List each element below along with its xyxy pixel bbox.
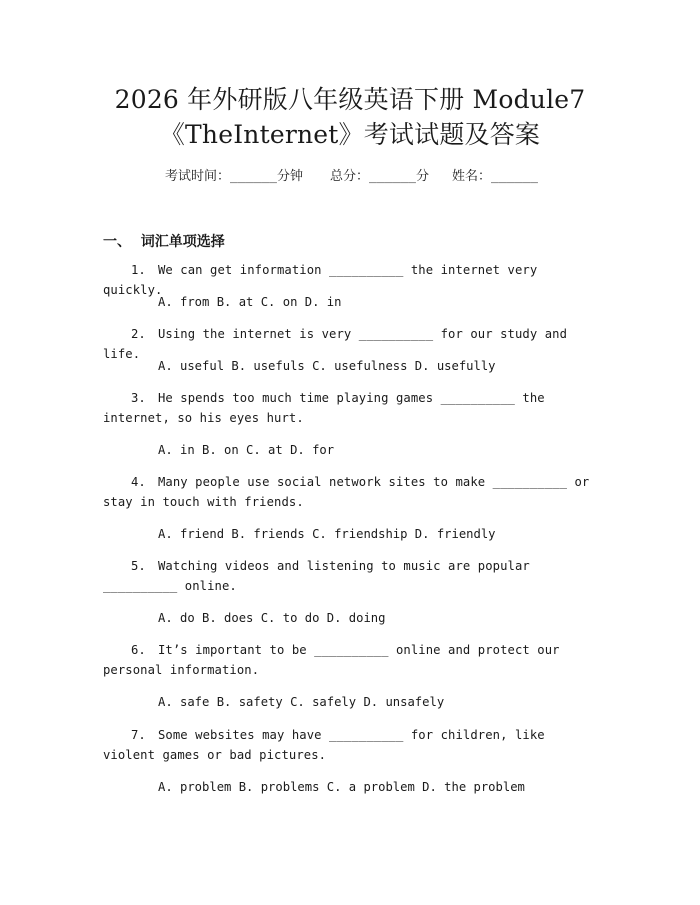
question-options: A. friend B. friends C. friendship D. friendly: [158, 527, 496, 541]
question-text: Many people use social network sites to make __________ or stay in touch with friends.: [103, 475, 590, 509]
question-number: 2.: [131, 327, 146, 341]
question-options: A. from B. at C. on D. in: [158, 295, 342, 309]
question-text: Watching videos and listening to music are popular __________ online.: [103, 559, 530, 593]
question-text: He spends too much time playing games __________ the internet, so his eyes hurt.: [103, 391, 545, 425]
question-text: We can get information __________ the internet very quickly.: [103, 263, 538, 297]
question-item: [103, 640, 598, 680]
question-number: 6.: [131, 643, 146, 657]
question-text: It’s important to be __________ online and protect our personal information.: [103, 643, 560, 677]
question-options: A. useful B. usefuls C. usefulness D. usefully: [158, 359, 496, 373]
exam-time-field: 考试时间：______分钟: [165, 169, 303, 184]
question-item: [103, 556, 598, 596]
question-item: [103, 725, 598, 765]
question-options: A. problem B. problems C. a problem D. the problem: [158, 780, 525, 794]
question-text: Using the internet is very __________ for our study and life.: [103, 327, 568, 361]
question-number: 7.: [131, 728, 146, 742]
total-score-field: 总分：______分: [330, 169, 429, 184]
question-options: A. in B. on C. at D. for: [158, 443, 335, 457]
student-name-field: 姓名：______: [452, 169, 538, 184]
question-number: 3.: [131, 391, 146, 405]
page-title-line-1: 2026 年外研版八年级英语下册 Module7: [114, 85, 586, 114]
question-item: [103, 472, 598, 512]
question-number: 1.: [131, 263, 146, 277]
question-item: [103, 388, 598, 428]
question-options: A. safe B. safety C. safely D. unsafely: [158, 695, 445, 709]
question-number: 4.: [131, 475, 146, 489]
section-heading: 一、 词汇单项选择: [103, 234, 225, 250]
page-title-line-2: 《TheInternet》考试试题及答案: [159, 120, 541, 149]
question-options: A. do B. does C. to do D. doing: [158, 611, 386, 625]
question-number: 5.: [131, 559, 146, 573]
question-text: Some websites may have __________ for children, like violent games or bad pictures.: [103, 728, 545, 762]
